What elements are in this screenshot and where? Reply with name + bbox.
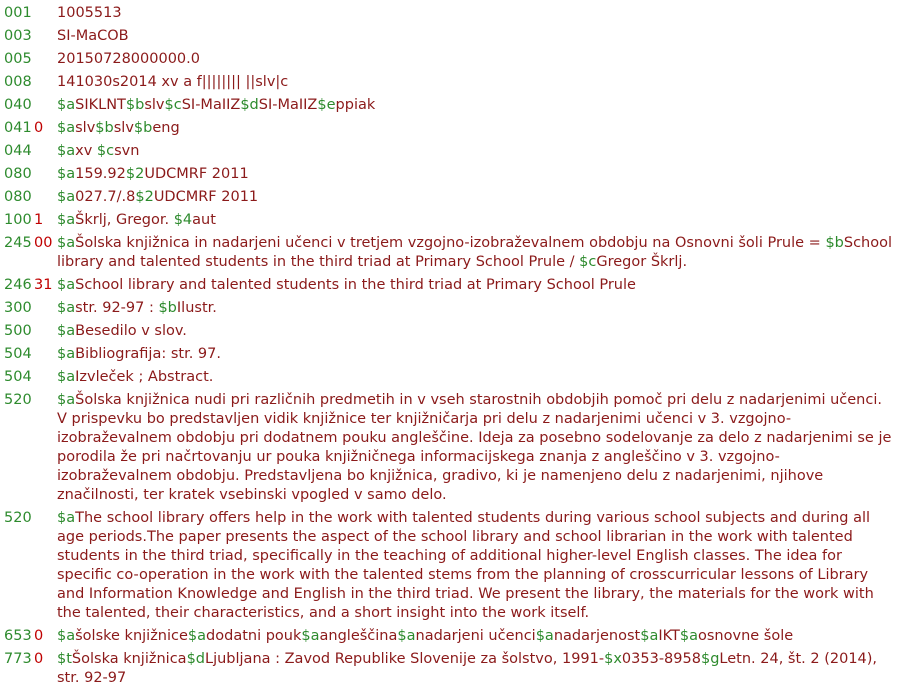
subfield-value: osnovne šole: [698, 628, 794, 644]
field-tag: 003: [4, 28, 32, 44]
subfield-value: Izvleček ; Abstract.: [75, 369, 214, 385]
field-content: [57, 74, 288, 90]
subfield-code: $2: [125, 166, 145, 182]
subfield-code: $a: [57, 346, 76, 362]
field-indicators: 0: [34, 628, 44, 644]
subfield-value: nadarjeni učenci: [415, 628, 536, 644]
subfield-value: Besedilo v slov.: [75, 323, 187, 339]
subfield-code: $a: [57, 300, 76, 316]
field-content: [57, 628, 793, 644]
field-tag: 504: [4, 346, 32, 362]
subfield-value: Bibliografija: str. 97.: [75, 346, 221, 362]
subfield-code: $a: [57, 235, 76, 251]
marc-field-044: [0, 142, 900, 161]
field-indicators: 0: [34, 120, 44, 136]
field-content: [57, 143, 139, 159]
marc-field-653: [0, 627, 900, 646]
subfield-code: $g: [700, 651, 720, 667]
subfield-code: $e: [317, 97, 336, 113]
subfield-value: 0353-8958: [621, 651, 701, 667]
subfield-value: 027.7/.8: [75, 189, 136, 205]
field-content: [57, 166, 249, 182]
subfield-value: 141030s2014 xv a f|||||||| ||slv|c: [57, 74, 289, 90]
field-tag: 005: [4, 51, 32, 67]
field-content: [57, 369, 213, 385]
subfield-code: $a: [57, 369, 76, 385]
subfield-value: slv: [75, 120, 96, 136]
field-tag: 001: [4, 5, 32, 21]
field-content: [57, 277, 636, 293]
subfield-code: $a: [397, 628, 416, 644]
marc-field-080: [0, 188, 900, 207]
subfield-value: The school library offers help in the work with talented students during various school subjects and during all age periods.The paper presents the aspect of the school library and school librarian in the work with talented students in the third triad, specifically in the teaching of additional higher-level English classes. The idea for specific co-operation in the work with the talented stems from the planning of crosscurricular lessons of Library and Information Knowledge and English in the third triad. We present the library, the materials for the work with the talented, their characteristics, and a short insight into the work itself.: [57, 510, 879, 621]
subfield-code: $a: [57, 510, 76, 526]
field-tag: 080: [4, 166, 32, 182]
field-content: [57, 392, 896, 503]
marc-field-100: [0, 211, 900, 230]
field-content: [57, 120, 180, 136]
subfield-value: 159.92: [75, 166, 126, 182]
subfield-code: $a: [57, 323, 76, 339]
subfield-value: SI-MaIIZ: [181, 97, 241, 113]
subfield-code: $b: [125, 97, 145, 113]
field-tag: 520: [4, 510, 32, 526]
marc-field-504: [0, 345, 900, 364]
field-tag: 500: [4, 323, 32, 339]
subfield-code: $a: [57, 189, 76, 205]
subfield-code: $c: [164, 97, 182, 113]
subfield-value: SI-MaCOB: [57, 28, 129, 44]
subfield-code: $b: [158, 300, 177, 316]
field-content: [57, 235, 897, 270]
field-tag: 080: [4, 189, 32, 205]
subfield-value: UDCMRF 2011: [144, 166, 249, 182]
marc-field-005: [0, 50, 900, 69]
field-tag: 246: [4, 277, 32, 293]
field-content: [57, 51, 200, 67]
subfield-code: $b: [95, 120, 114, 136]
subfield-code: $t: [57, 651, 72, 667]
marc-field-245: [0, 234, 900, 272]
field-tag: 245: [4, 235, 32, 251]
marc-field-008: [0, 73, 900, 92]
subfield-value: SI-MaIIZ: [258, 97, 318, 113]
subfield-value: dodatni pouk: [206, 628, 302, 644]
subfield-code: $b: [825, 235, 844, 251]
field-tag: 008: [4, 74, 32, 90]
field-tag: 653: [4, 628, 32, 644]
subfield-value: aut: [192, 212, 216, 228]
subfield-value: School library and talented students in the third triad at Primary School Prule /: [57, 235, 897, 270]
marc-field-246: [0, 276, 900, 295]
subfield-code: $a: [57, 97, 76, 113]
field-tag: 504: [4, 369, 32, 385]
subfield-code: $a: [57, 120, 76, 136]
subfield-value: slv: [144, 97, 165, 113]
subfield-value: Šolska knjižnica in nadarjeni učenci v tretjem vzgojno-izobraževalnem obdobju na Osnovni šoli Prule =: [75, 235, 826, 251]
subfield-code: $a: [57, 628, 76, 644]
subfield-code: $2: [135, 189, 154, 205]
field-content: [57, 651, 882, 686]
subfield-code: $4: [173, 212, 193, 228]
subfield-code: $c: [96, 143, 115, 159]
subfield-code: $d: [186, 651, 205, 667]
subfield-value: UDCMRF 2011: [153, 189, 259, 205]
subfield-value: eng: [152, 120, 180, 136]
subfield-value: šolske knjižnice: [75, 628, 188, 644]
subfield-code: $a: [57, 212, 76, 228]
marc-field-300: [0, 299, 900, 318]
marc-field-041: [0, 119, 900, 138]
subfield-code: $a: [57, 143, 76, 159]
subfield-code: $x: [604, 651, 622, 667]
subfield-value: Šolska knjižnica nudi pri različnih predmetih in v vseh starostnih obdobjih pomoč pri delu z nadarjenimi učenci. V prispevku bo predstavljen vidik knjižnice ter knjižničarja pri delu z nadarjenimi učenci v 3. vzgojno-izobraževalnem obdobju pri dodatnem pouku angleščine. Ideja za posebno sodelovanje za delo z nadarjenimi se je porodila že pri načrtovanju ur pouka knjižničnega informacijskega znanja z angleščino v 3. vzgojno-izobraževalnem obdobju. Predstavljena bo knjižnica, gradivo, ki je namenjeno delu z nadarjenimi, njihove značilnosti, ter kratek vsebinski vpogled v samo delo.: [57, 392, 897, 503]
marc-field-520: [0, 509, 900, 623]
subfield-value: 1005513: [57, 5, 122, 21]
subfield-value: angleščina: [319, 628, 398, 644]
field-content: [57, 97, 375, 113]
subfield-value: Letn. 24, št. 2 (2014), str. 92-97: [57, 651, 882, 686]
subfield-code: $a: [535, 628, 554, 644]
subfield-code: $d: [240, 97, 259, 113]
subfield-value: Ljubljana : Zavod Republike Slovenije za šolstvo, 1991-: [205, 651, 605, 667]
field-indicators: 0: [34, 651, 44, 667]
field-content: [57, 346, 221, 362]
subfield-value: Gregor Škrlj.: [596, 254, 688, 270]
subfield-code: $a: [301, 628, 320, 644]
subfield-value: SIKLNT: [75, 97, 126, 113]
marc-field-003: [0, 27, 900, 46]
subfield-value: IKT: [658, 628, 680, 644]
field-content: [57, 5, 122, 21]
subfield-code: $a: [57, 277, 76, 293]
field-indicators: 31: [34, 277, 53, 293]
subfield-value: Ilustr.: [176, 300, 217, 316]
marc-field-773: [0, 650, 900, 688]
subfield-code: $a: [57, 166, 76, 182]
subfield-value: School library and talented students in the third triad at Primary School Prule: [75, 277, 636, 293]
field-indicators: 00: [34, 235, 53, 251]
subfield-value: 20150728000000.0: [57, 51, 200, 67]
field-content: [57, 510, 878, 621]
subfield-value: xv: [75, 143, 97, 159]
subfield-code: $a: [640, 628, 659, 644]
subfield-code: $a: [187, 628, 207, 644]
subfield-value: str. 92-97 :: [75, 300, 159, 316]
field-tag: 040: [4, 97, 32, 113]
field-tag: 041: [4, 120, 32, 136]
field-content: [57, 212, 216, 228]
subfield-value: Škrlj, Gregor.: [75, 212, 174, 228]
field-tag: 520: [4, 392, 32, 408]
subfield-value: Šolska knjižnica: [71, 651, 187, 667]
marc-field-080: [0, 165, 900, 184]
field-tag: 300: [4, 300, 32, 316]
subfield-code: $b: [133, 120, 153, 136]
field-content: [57, 189, 258, 205]
field-content: [57, 300, 217, 316]
field-tag: 100: [4, 212, 32, 228]
subfield-code: $a: [57, 392, 76, 408]
marc-field-504: [0, 368, 900, 387]
marc-field-001: [0, 4, 900, 23]
marc-field-040: [0, 96, 900, 115]
field-tag: 773: [4, 651, 32, 667]
field-tag: 044: [4, 143, 32, 159]
marc-field-500: [0, 322, 900, 341]
subfield-code: $c: [579, 254, 597, 270]
subfield-value: slv: [113, 120, 134, 136]
subfield-value: nadarjenost: [553, 628, 641, 644]
subfield-value: svn: [114, 143, 140, 159]
field-indicators: 1: [34, 212, 44, 228]
field-content: [57, 323, 187, 339]
subfield-value: ppiak: [335, 97, 376, 113]
subfield-code: $a: [679, 628, 698, 644]
field-content: [57, 28, 129, 44]
marc-field-520: [0, 391, 900, 505]
